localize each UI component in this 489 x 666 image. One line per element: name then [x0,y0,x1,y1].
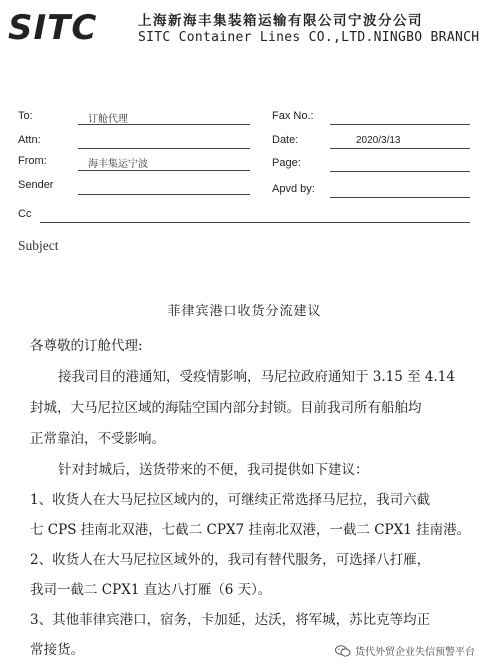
body-line: 正常靠泊，不受影响。 [30,431,165,447]
body-line: 3、其他菲律宾港口，宿务，卡加延，达沃，将军城，苏比克等均正 [30,612,431,628]
from-label: From: [18,155,47,167]
apvd-underline [330,197,470,198]
body-line: 我司一截二 CPX1 直达八打雁（6 天）。 [30,582,272,598]
body-line: 2、收货人在大马尼拉区域外的，我司有替代服务，可选择八打雁， [30,552,431,568]
watermark-text: 货代外贸企业失信预警平台 [355,647,475,658]
sender-label: Sender [18,179,54,191]
apvd-label: Apvd by: [272,183,315,195]
to-label: To: [18,110,33,122]
company-name-english: SITC Container Lines CO.,LTD.NINGBO BRANCH [138,30,480,45]
sitc-logo: SITC [8,8,98,48]
subject-label: Subject [18,238,59,253]
body-line: 接我司目的港通知，受疫情影响，马尼拉政府通知于 3.15 至 4.14 [58,369,455,385]
fax-underline [330,124,470,125]
body-line: 针对封城后，送货带来的不便，我司提供如下建议： [58,462,369,478]
page-underline [330,171,470,172]
sender-underline [78,194,250,195]
document-title: 菲律宾港口收货分流建议 [167,304,322,319]
attn-label: Attn: [18,134,41,146]
body-line: 常接货。 [30,642,84,658]
page-label: Page: [272,157,301,169]
body-line: 封城，大马尼拉区域的海陆空国内部分封锁。目前我司所有船舶均 [30,400,422,416]
to-underline [78,124,250,125]
company-name-chinese: 上海新海丰集装箱运输有限公司宁波分公司 [138,13,423,29]
greeting: 各尊敬的订舱代理: [30,338,143,354]
wechat-icon [335,645,351,657]
date-underline [330,148,470,149]
watermark [335,643,475,658]
to-value: 订舱代理 [88,114,128,125]
body-line: 1、收货人在大马尼拉区域内的，可继续正常选择马尼拉，我司六截 [30,492,431,508]
date-label: Date: [272,134,299,146]
date-value: 2020/3/13 [356,135,401,146]
from-value: 海丰集运宁波 [88,159,148,170]
from-underline [78,170,250,171]
attn-underline [78,148,250,149]
cc-label: Cc [18,208,32,220]
body-line: 七 CPS 挂南北双港，七截二 CPX7 挂南北双港，一截二 CPX1 挂南港。 [30,522,471,538]
cc-underline [40,222,470,223]
fax-label: Fax No.: [272,110,314,122]
